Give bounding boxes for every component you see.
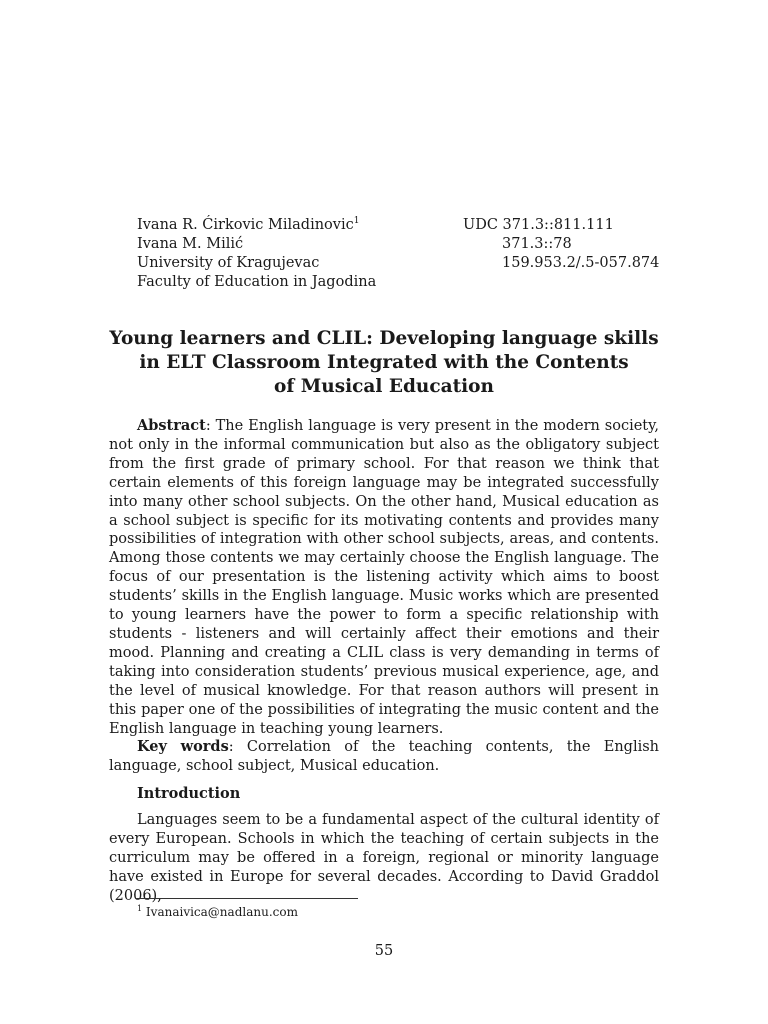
footnote xyxy=(137,904,298,920)
title-line-1: Young learners and CLIL: Developing language skills xyxy=(109,328,659,349)
abstract-paragraph xyxy=(109,417,659,738)
footnote-marker: 1 xyxy=(137,904,143,913)
author-name-2: Ivana M. Milić xyxy=(137,236,244,252)
affiliation-faculty: Faculty of Education in Jagodina xyxy=(137,274,377,290)
abstract-text: : The English language is very present in the modern society, not only in the informal communication but also as the obligatory subject from the first grade of primary school. For that reason we think that certain elements of this foreign language may be integrated successfully into many other school subjects. On the other hand, Musical education as a school subject is specific for its motivating contents and provides many possibilities of integration with other school subjects, areas, and contents. Among those contents we may certainly choose the English language. The focus of our presentation is the listening activity which aims to boost students’ skills in the English language. Music works which are presented to young learners have the power to form a specific relationship with students - listeners and will certainly affect their emotions and their mood. Planning and creating a CLIL class is very demanding in terms of taking into consideration students’ previous musical experience, age, and the level of musical knowledge. For that reason authors will present in this paper one of the possibilities of integrating the music content and the English language in teaching young learners. xyxy=(109,418,659,737)
keywords-label: Key words xyxy=(137,738,229,756)
abstract-section xyxy=(109,417,659,776)
introduction-section xyxy=(109,811,659,906)
keywords-paragraph xyxy=(109,738,659,776)
keywords-text: : Correlation of the teaching contents, the English language, school subject, Musical education. xyxy=(109,739,659,775)
udc-line-3: 159.953.2/.5-057.874 xyxy=(502,255,660,271)
affiliation-university: University of Kragujevac xyxy=(137,255,320,271)
paper-title xyxy=(100,327,668,399)
author-name-1: Ivana R. Ćirkovic Miladinovic$^1$ xyxy=(137,216,360,233)
page-number: 55 xyxy=(374,943,394,959)
introduction-paragraph: Languages seem to be a fundamental aspect of the cultural identity of every European. Schools in which the teaching of certain subjects in the curriculum may be offered in a foreign, regional or minority language have existed in Europe for several decades. According to David Graddol (2006), xyxy=(109,812,659,904)
udc-classification xyxy=(463,216,659,273)
footnote-ref: 1 xyxy=(353,216,360,226)
title-line-3: of Musical Education xyxy=(274,376,494,397)
footnote-divider xyxy=(136,898,358,899)
footnote-email: Ivanaivica@nadlanu.com xyxy=(145,905,298,919)
introduction-heading: Introduction xyxy=(137,785,241,802)
udc-line-2: 371.3::78 xyxy=(502,236,572,252)
title-line-2: in ELT Classroom Integrated with the Contents xyxy=(139,352,629,373)
abstract-label: Abstract xyxy=(137,417,206,434)
udc-line-1: UDC 371.3::811.111 xyxy=(463,217,614,233)
author-block xyxy=(137,216,376,292)
